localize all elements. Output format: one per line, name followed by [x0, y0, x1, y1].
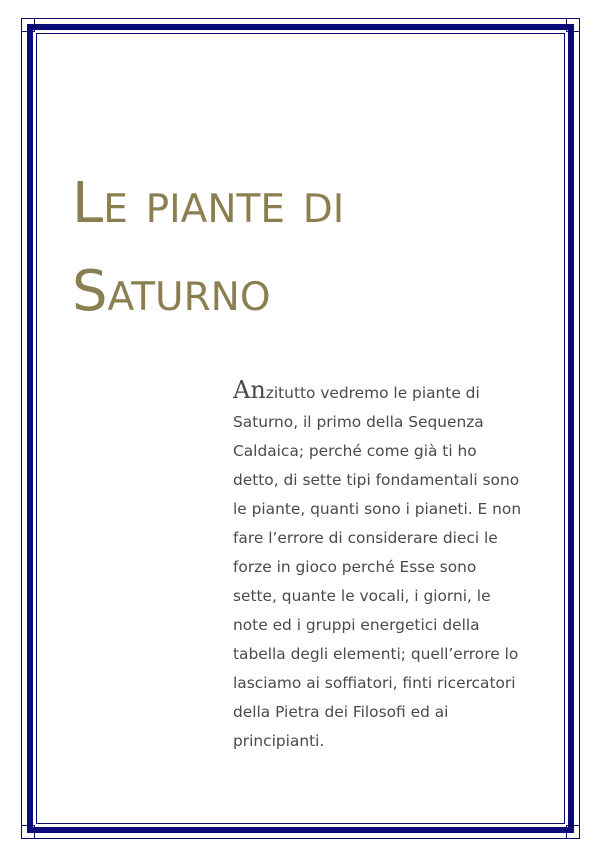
paragraph-line: della Pietra dei Filosofi ed ai	[233, 703, 449, 721]
paragraph-line: detto, di sette tipi fondamentali sono	[233, 471, 520, 489]
border-corner-ornament	[21, 825, 35, 839]
title-line: Le piante di	[72, 171, 345, 236]
page-title	[72, 160, 532, 336]
paragraph-line: sette, quante le vocali, i giorni, le	[233, 587, 491, 605]
paragraph-line	[233, 376, 533, 408]
paragraph-line: Caldaica; perché come già ti ho	[233, 442, 477, 460]
paragraph-line: fare l’errore di considerare dieci le	[233, 529, 498, 547]
drop-cap: An	[233, 376, 266, 404]
paragraph-line: lasciamo ai soffiatori, finti ricercatori	[233, 674, 516, 692]
body-paragraph	[233, 376, 533, 756]
paragraph-line: note ed i gruppi energetici della	[233, 616, 480, 634]
paragraph-line: tabella degli elementi; quell’errore lo	[233, 645, 519, 663]
title-line: Saturno	[72, 259, 271, 324]
paragraph-line: principianti.	[233, 732, 325, 750]
paragraph-line: forze in gioco perché Esse sono	[233, 558, 477, 576]
paragraph-line-text: zitutto vedremo le piante di	[265, 384, 480, 402]
border-corner-ornament	[566, 18, 580, 32]
paragraph-line: Saturno, il primo della Sequenza	[233, 413, 484, 431]
border-corner-ornament	[21, 18, 35, 32]
border-corner-ornament	[566, 825, 580, 839]
paragraph-line: le piante, quanti sono i pianeti. E non	[233, 500, 522, 518]
